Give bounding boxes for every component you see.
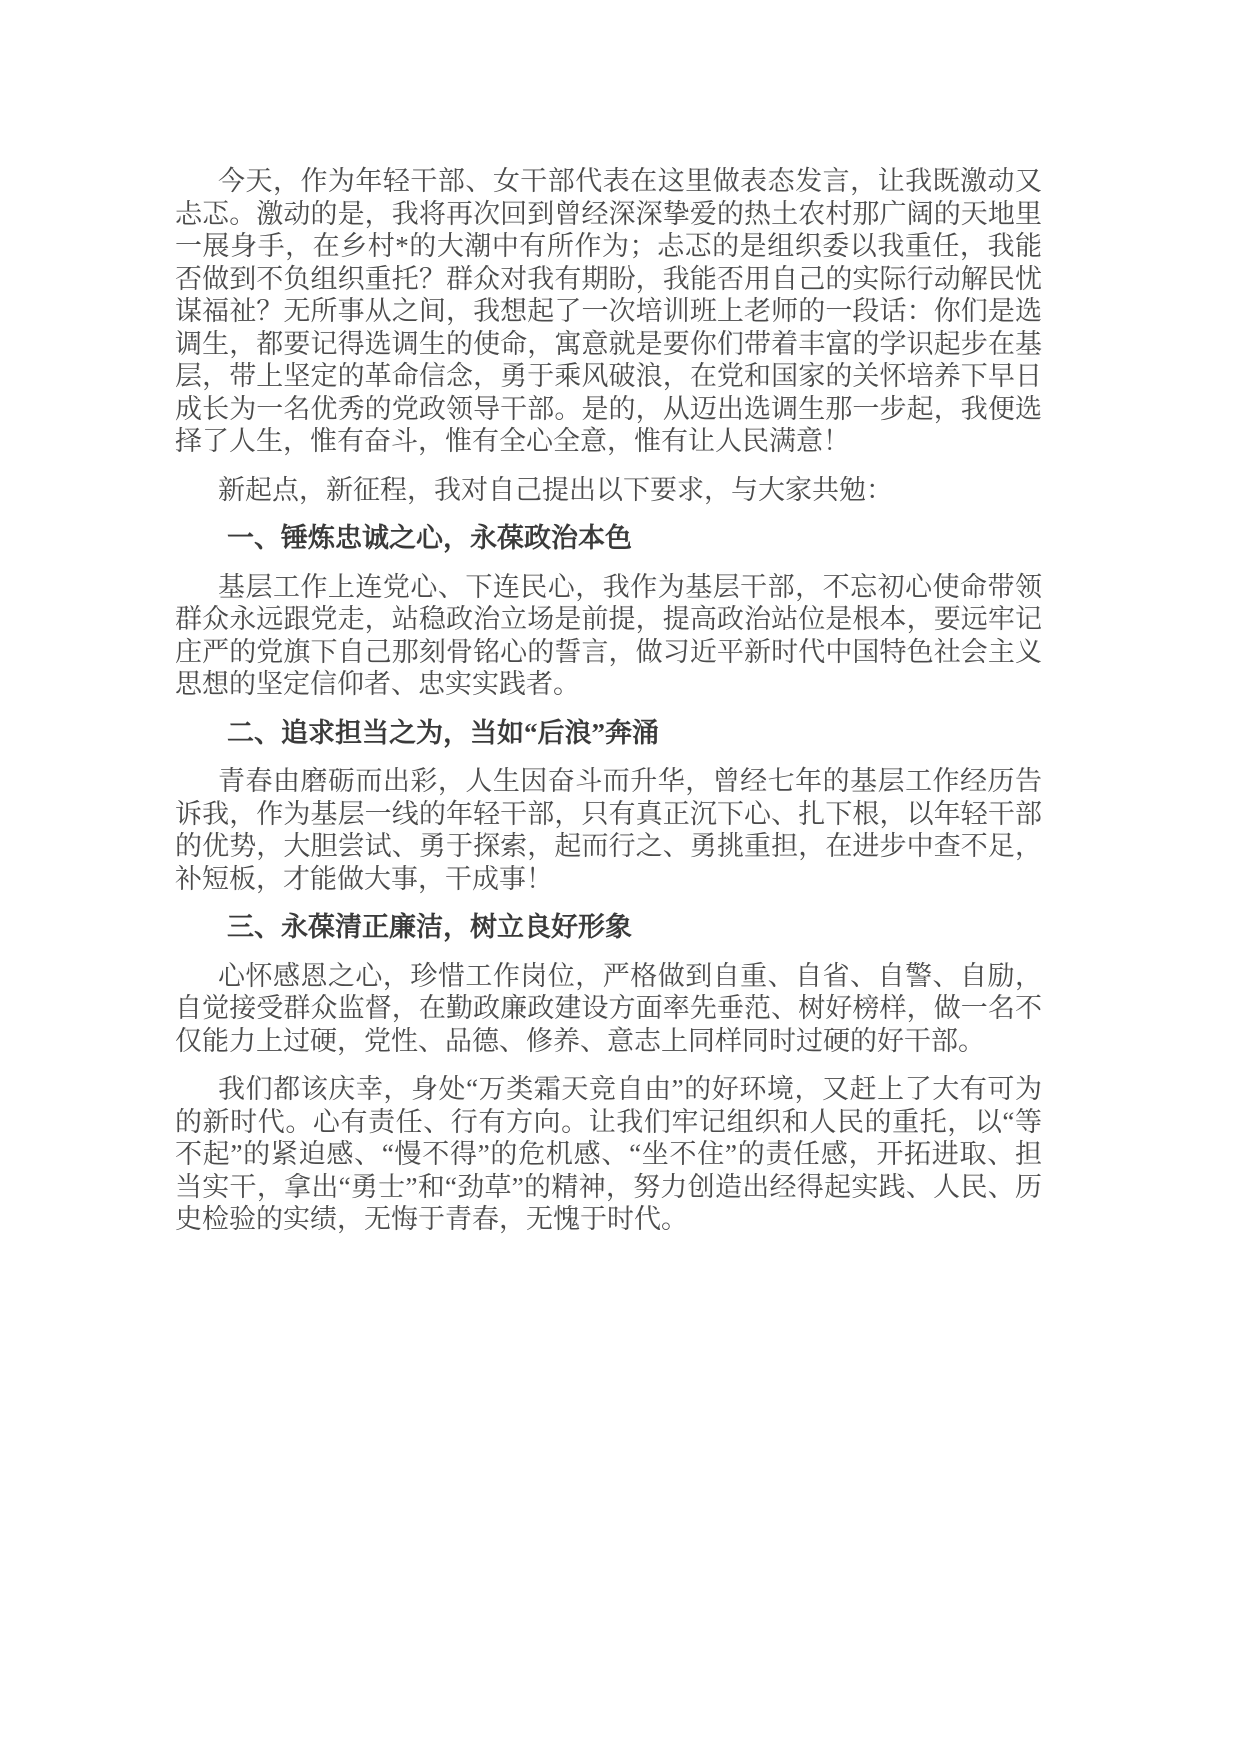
section-heading-1: 一、锤炼忠诚之心，永葆政治本色 <box>227 523 632 553</box>
section-heading-3: 三、永葆清正廉洁，树立良好形象 <box>227 912 632 942</box>
closing-paragraph: 我们都该庆幸，身处“万类霜天竞自由”的好环境，又赶上了大有可为的新时代。心有责任、行有方向。让我们牢记组织和人民的重托，以“等不起”的紧迫感、“慢不得”的危机感、“坐不住”的责任感，开拓进取、担当实干，拿出“勇士”和“劲草”的精神，努力创造出经得起实践、人民、历史检验的实绩，无悔于青春，无愧于时代。 <box>175 1074 1042 1234</box>
speech-document <box>175 165 1042 1236</box>
section-1-paragraph: 基层工作上连党心、下连民心，我作为基层干部，不忘初心使命带领群众永远跟党走，站稳政治立场是前提，提高政治站位是根本，要远牢记庄严的党旗下自己那刻骨铭心的誓言，做习近平新时代中国特色社会主义思想的坚定信仰者、忠实实践者。 <box>175 571 1042 699</box>
section-2-paragraph: 青春由磨砺而出彩，人生因奋斗而升华，曾经七年的基层工作经历告诉我，作为基层一线的年轻干部，只有真正沉下心、扎下根，以年轻干部的优势，大胆尝试、勇于探索，起而行之、勇挑重担，在进步中查不足，补短板，才能做大事，干成事！ <box>175 766 1042 894</box>
section-heading-2: 二、追求担当之为，当如“后浪”奔涌 <box>227 717 659 748</box>
intro-paragraph: 今天，作为年轻干部、女干部代表在这里做表态发言，让我既激动又忐忑。激动的是，我将再次回到曾经深深挚爱的热土农村那广阔的天地里一展身手，在乡村*的大潮中有所作为；忐忑的是组织委以我重任，我能否做到不负组织重托？群众对我有期盼，我能否用自己的实际行动解民忧谋福祉？无所事从之间，我想起了一次培训班上老师的一段话：你们是选调生，都要记得选调生的使命，寓意就是要你们带着丰富的学识起步在基层，带上坚定的革命信念，勇于乘风破浪，在党和国家的关怀培养下早日成长为一名优秀的党政领导干部。是的，从迈出选调生那一步起，我便选择了人生，惟有奋斗，惟有全心全意，惟有让人民满意！ <box>175 166 1042 456</box>
section-3-paragraph: 心怀感恩之心，珍惜工作岗位，严格做到自重、自省、自警、自励，自觉接受群众监督，在勤政廉政建设方面率先垂范、树好榜样，做一名不仅能力上过硬，党性、品德、修养、意志上同样同时过硬的好干部。 <box>175 960 1042 1056</box>
requirements-lead-paragraph: 新起点，新征程，我对自己提出以下要求，与大家共勉： <box>218 474 893 505</box>
